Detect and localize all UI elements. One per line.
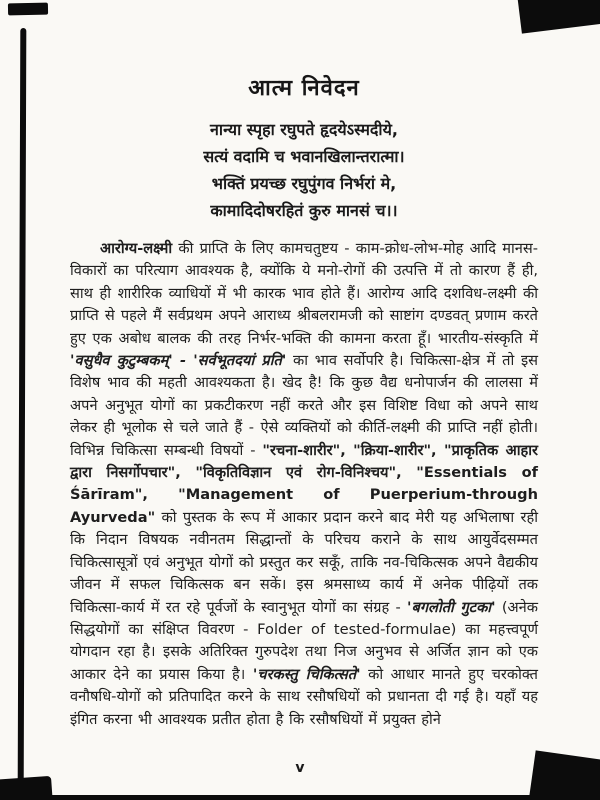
scan-edge-top-left xyxy=(8,3,48,16)
scan-edge-left xyxy=(18,28,27,790)
paragraph-segment: "रचना-शारीर", "क्रिया-शारीर", "प्राकृतिक आहार द्वारा निसर्गोपचार", "विकृतिविज्ञान एवं रोग-विनिश्चय", "Essentials of Śārīram", "Management of Puerperium-through Ayurveda" xyxy=(70,441,538,526)
paragraph-segment: को पुस्तक के रूप में आकार प्रदान करने बाद मेरी यह अभिलाषा रही कि निदान विषयक नवीनतम सिद्धान्तों के परिचय कराने के साथ आयुर्वेदसम्मत चिकित्सासूत्रों एवं अनुभूत योगों को प्रस्तुत कर सकूँ, ताकि नव-चिकित्सक अपने वैद्यकीय जीवन में सफल चिकित्सक बन सकें। इस श्रमसाध्य कार्य में अनेक पीढ़ियों तक चिकित्सा-कार्य में रत रहे पूर्वजों के स्वानुभूत योगों का संग्रह - xyxy=(70,508,538,616)
paragraph-segment: 'वसुधैव कुटुम्बकम्' - 'सर्वभूतदयां प्रति' xyxy=(70,352,287,370)
paragraph-segment: की प्राप्ति के लिए कामचतुष्टय - काम-क्रोध-लोभ-मोह आदि मानस-विकारों का परित्याग आवश्यक है, क्योंकि ये मनो-रोगों की उत्पत्ति में तो कारण हैं ही, साथ ही शारीरिक व्याधियों में भी कारक भाव होते हैं। आरोग्य आदि दशविध-लक्ष्मी की प्राप्ति से पहले मैं सर्वप्रथम अपने आराध्य श्रीबलरामजी को साष्टांग दण्डवत् प्रणाम करते हुए एक अबोध बालक की तरह निर्भर-भक्ति की कामना करता हूँ। भारतीय-संस्कृति में xyxy=(70,240,538,347)
verse-line: नान्या स्पृहा रघुपते हृदयेऽस्मदीये, xyxy=(210,120,398,139)
paragraph-segment: को आधार मानते हुए चरकोक्त वनौषधि-योगों को प्रतिपादित करने के साथ रसौषधियों को प्रधानता दी गई है। यहाँ यह इंगित करना भी आवश्यक प्रतीत होता है कि रसौषधियों में प्रयुक्त होने xyxy=(70,665,538,728)
page-content xyxy=(70,0,538,746)
verse-line: भक्तिं प्रयच्छ रघुपुंगव निर्भरां मे, xyxy=(211,174,397,193)
paragraph-segment: 'चरकस्तु चिकित्सते' xyxy=(252,665,361,683)
verse-line: सत्यं वदामि च भवानखिलान्तरात्मा। xyxy=(203,147,405,166)
paragraph-segment: 'बगलोती गुटका' xyxy=(407,598,496,616)
paragraph-segment: (अनेक सिद्धयोगों का संक्षिप्त विवरण - Folder of tested-formulae) का महत्त्वपूर्ण योगदान रहा है। इसके अतिरिक्त गुरुपदेश तथा निज अनुभव से अर्जित ज्ञान को एक आकार देने का प्रयास किया है। xyxy=(70,598,538,683)
paragraph-segment: का भाव सर्वोपरि है। चिकित्सा-क्षेत्र में तो इस विशेष भाव की महती आवश्यकता है। खेद है! कि कुछ वैद्य धनोपार्जन की लालसा में अपने अनुभूत योगों का प्रकटीकरण नहीं करते और इस विशिष्ट विधा को अपने साथ लेकर ही भूलोक से चले जाते हैं - ऐसे व्यक्तियों को कीर्ति-लक्ष्मी की प्राप्ति नहीं होती। विभिन्न चिकित्सा सम्बन्धी विषयों - xyxy=(70,352,538,459)
verse-block xyxy=(70,116,538,224)
page-title: आत्म निवेदन xyxy=(248,76,360,101)
page-number: v xyxy=(295,760,305,776)
verse-line: कामादिदोषरहितं कुरु मानसं च।। xyxy=(210,201,398,220)
paragraph-segment: आरोग्य-लक्ष्मी xyxy=(100,240,173,257)
body-paragraph xyxy=(70,238,538,731)
scan-edge-bottom xyxy=(40,795,555,800)
